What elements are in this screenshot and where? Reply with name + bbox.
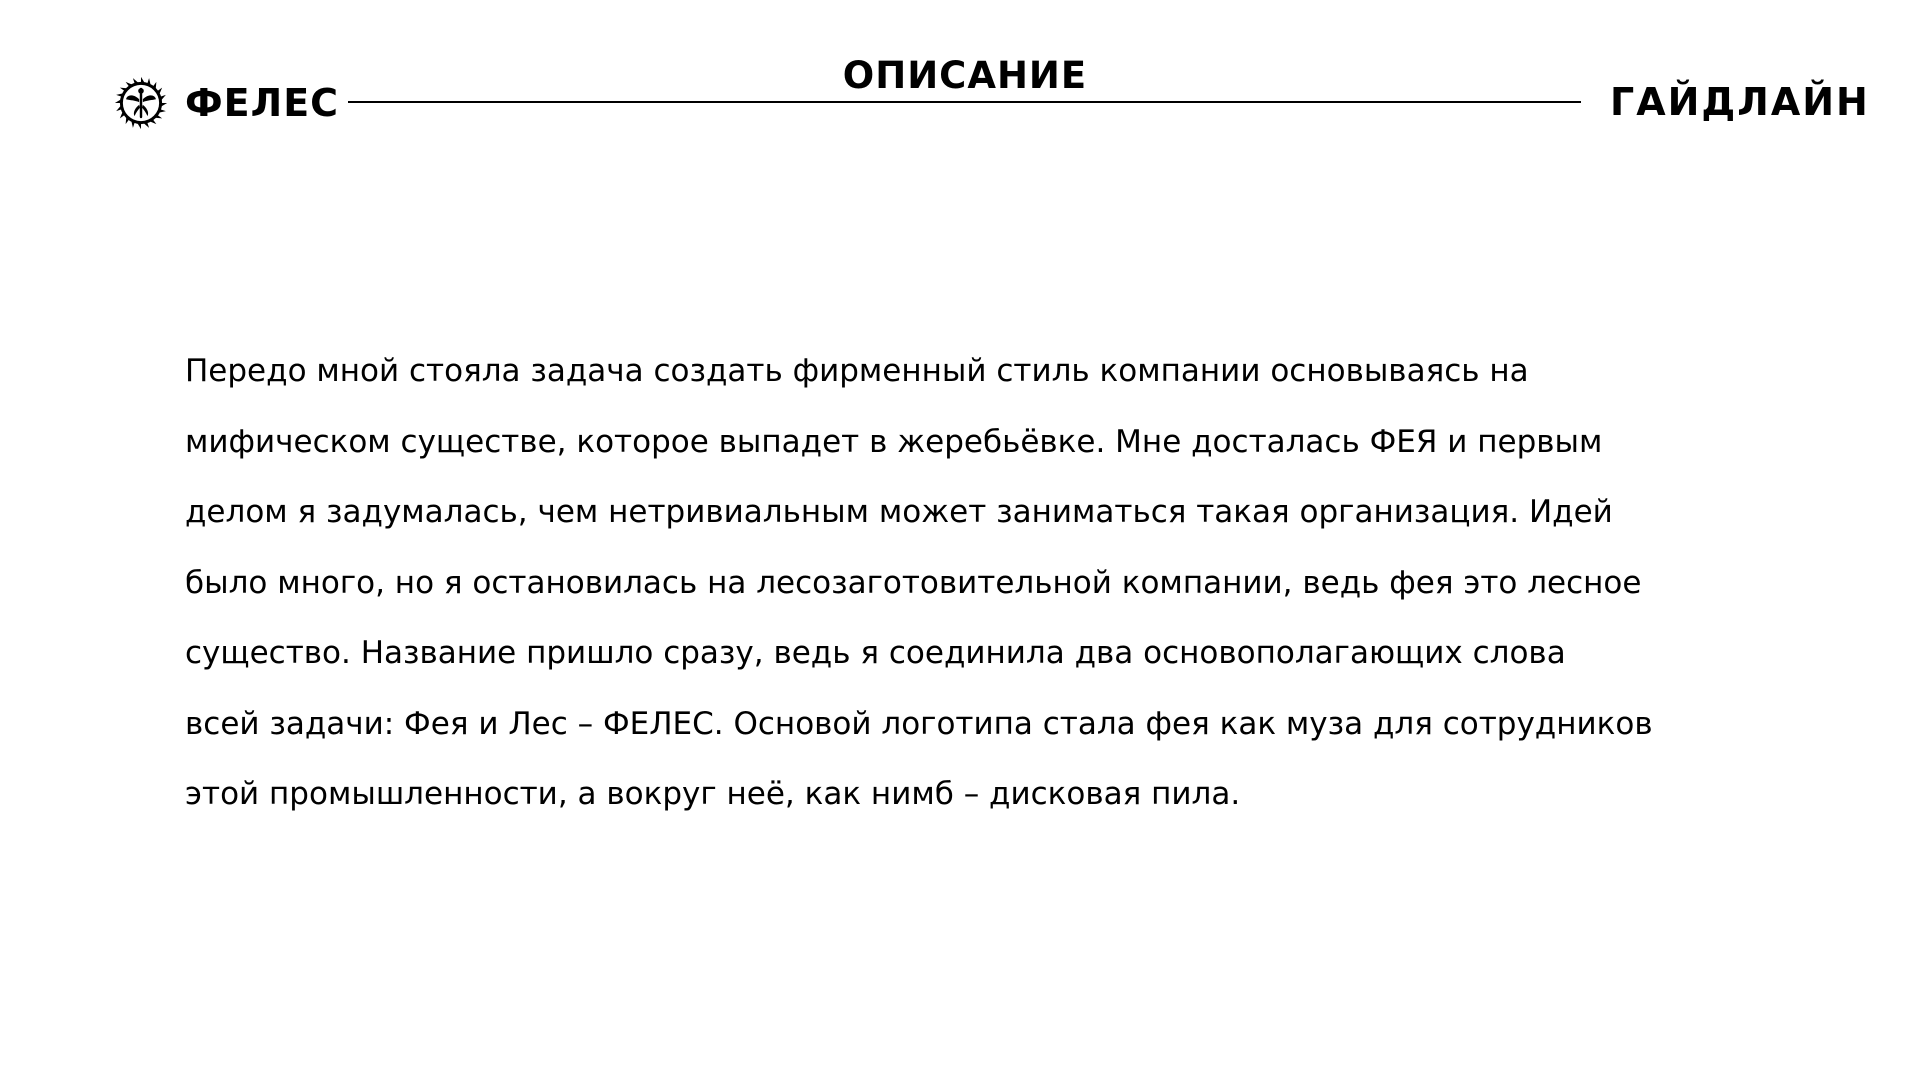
brand-logo	[113, 73, 339, 133]
saw-tooth	[137, 123, 141, 129]
saw-tooth	[161, 103, 167, 107]
fairy-saw-emblem-icon	[113, 75, 169, 131]
description-line: мифическом существе, которое выпадет в жеребьёвке. Мне досталась ФЕЯ и первым	[185, 423, 1603, 460]
description-line: было много, но я остановилась на лесозаготовительной компании, ведь фея это лесное	[185, 564, 1642, 601]
description-line: существо. Название пришло сразу, ведь я соединила два основополагающих слова	[185, 635, 1566, 671]
saw-tooth	[115, 99, 121, 103]
header-divider	[348, 101, 1581, 103]
guideline-label: ГАЙДЛАЙН	[1610, 80, 1870, 124]
saw-tooth	[141, 77, 145, 83]
page-title: ОПИСАНИЕ	[842, 54, 1088, 97]
description-text	[185, 336, 1865, 830]
description-line: Передо мной стояла задача создать фирменный стиль компании основываясь на	[185, 353, 1529, 389]
description-line: всей задачи: Фея и Лес – ФЕЛЕС. Основой логотипа стала фея как муза для сотрудников	[185, 705, 1653, 742]
description-line: этой промышленности, а вокруг неё, как нимб – дисковая пила.	[185, 776, 1241, 812]
description-line: делом я задумалась, чем нетривиальным может заниматься такая организация. Идей	[185, 494, 1613, 530]
brand-name: ФЕЛЕС	[185, 81, 340, 125]
